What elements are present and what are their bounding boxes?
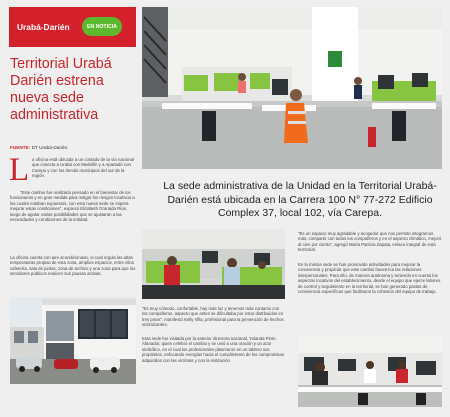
section-banner (9, 7, 136, 47)
news-badge: EN NOTICIA (82, 17, 122, 36)
office-photo-team (142, 229, 285, 299)
article-headline: Territorial Urabá Darién estrena nueva sede administrativa (10, 56, 112, 123)
drop-cap: L (9, 152, 30, 188)
col2-paragraph-2: Esta sede fue visitada por la anterior directora nacional, Yolanda Pinto Afanador, quien celebró el cambio y se unió a una oración y un acto simbólico, en el cual los profesionales plasmaron en un tablero sus propósitos, enfocando energías hacia el cumplimiento de los compromisos adquiridos con las víctimas y con la institución (142, 336, 285, 363)
pull-quote: La sede administrativa de la Unidad en la Territorial Urabá-Darién está ubicada en la Carrera 100 N° 77-272 Edificio Complex 37, local 102, vía Carepa. (163, 180, 437, 220)
source-label: FUENTE: (10, 145, 31, 150)
source-value: DT Urabá-Darién. (31, 145, 69, 150)
col1-paragraph-3: La oficina cuenta con aire acondicionado, el cual regula las altas temperaturas propias de esta zona, amplios espacios, entre ellos cafetería, sala de juntas, zona de archivo y una zona para que los servidores públicos realicen sus pausas activas. (10, 255, 136, 277)
building-photo (10, 297, 136, 384)
col1-paragraph-2: "Este cambio fue realizado pensado en el bienestar de los funcionarios y en gran medida para mitigar los riesgos locativos a los cuales estaban expuestos, con esta nueva sede se espera mejorar estas condiciones", expresó Elizabeth Granada Ríos, luego de agotar varias posibilidades que se ajustaran a las necesidades y condiciones de la entidad. (10, 190, 135, 223)
section-label: Urabá-Darién (17, 22, 70, 32)
office-photo-workstations (298, 335, 442, 407)
col1-paragraph-1: a oficina está ubicada a un costado de la vía nacional que conecta a Urabá con Medellín y a Apartadó con Carepa y con los demás municipios del sur de la región. (32, 157, 135, 179)
col2-paragraph-1: "Es muy cómodo, confortable, hay más luz y tenemos más contacto con los compañeros, aspecto que antes se dificultaba por estar distribuidos en tres pisos", manifestó Kelly Villa, profesional para la prevención de hechos victimizantes. (142, 306, 284, 328)
col3-paragraph-2: En la misma sede se han promovido actividades para mejorar la convivencia y propiciar que este cambio favorezca las relaciones interpersonales. Para ello, de manera autónoma y teniendo en cuenta los aspectos locativos del establecimiento, desde el equipo que ejerce labores de control y seguimiento en la territorial, se han generado pastas de convivencia específicas que facilitaron la cohesión del equipo de trabajo. (298, 262, 441, 295)
office-photo-main (142, 7, 442, 169)
col3-paragraph-1: "Es un espacio muy agradable y acogedor que nos permite integrarnos más, compartir con todos los compañeros y en el aspecto climático, mejoró al cien por ciento", agregó María Patricia Zapata, enlace integral de esta territorial. (298, 231, 442, 253)
source-line (10, 145, 69, 150)
